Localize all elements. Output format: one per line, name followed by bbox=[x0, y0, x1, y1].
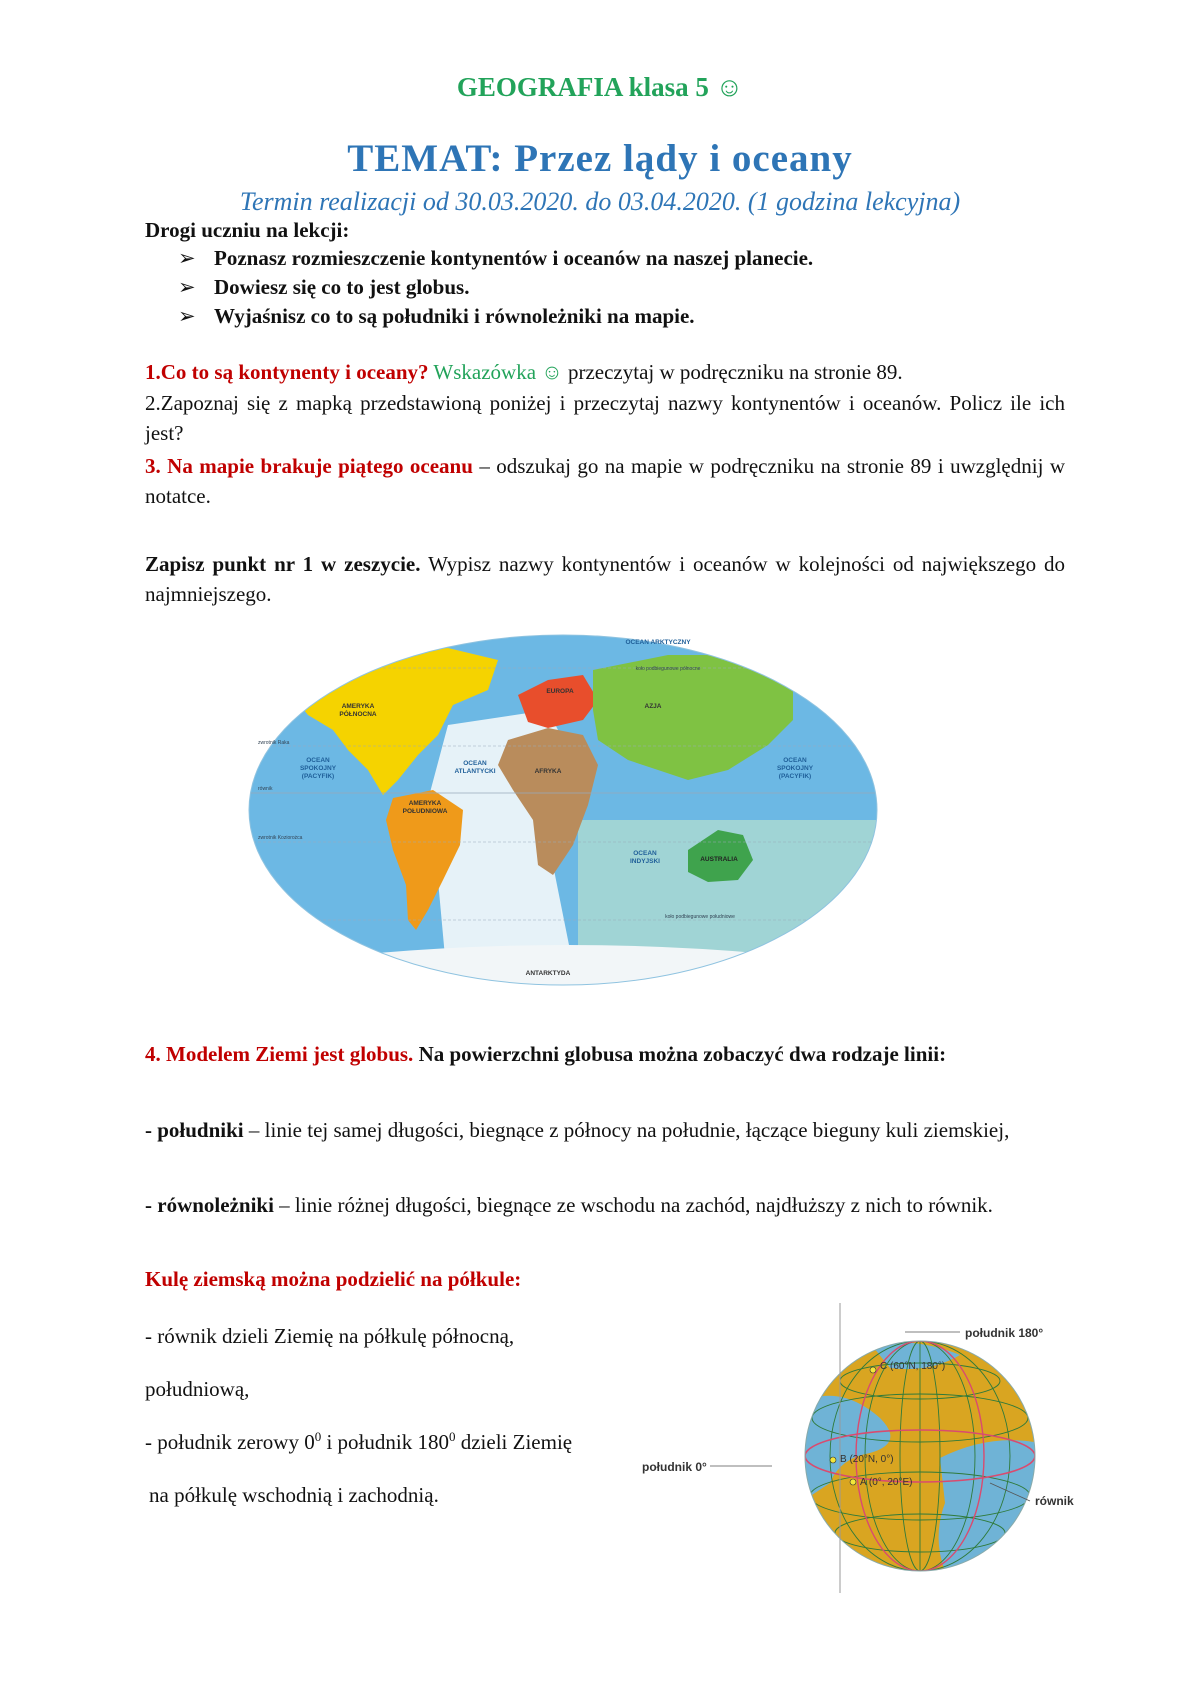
label-pacific-right-3: (PACYFIK) bbox=[778, 773, 812, 780]
label-globe-equator: równik bbox=[1035, 1494, 1074, 1508]
label-north-america-2: PÓŁNOCNA bbox=[339, 711, 377, 718]
list-item: ➢ Poznasz rozmieszczenie kontynentów i oceanów na naszej planecie. bbox=[178, 244, 813, 273]
label-capricorn: zwrotnik Koziorożca bbox=[258, 835, 303, 841]
list-item: ➢ Wyjaśnisz co to są południki i równoleżniki na mapie. bbox=[178, 302, 813, 331]
label-europe: EUROPA bbox=[546, 688, 574, 695]
deadline-line: Termin realizacji od 30.03.2020. do 03.04.2020. (1 godzina lekcyjna) bbox=[239, 187, 961, 216]
task4-lead: 4. Modelem Ziemi jest globus. bbox=[145, 1042, 414, 1066]
smiley-icon: ☺ bbox=[541, 360, 563, 384]
arrow-bullet-icon: ➢ bbox=[178, 275, 196, 299]
label-australia: AUSTRALIA bbox=[700, 856, 738, 863]
label-ocean-arctic: OCEAN ARKTYCZNY bbox=[625, 639, 691, 646]
hemispheres-line4: na półkulę wschodnią i zachodnią. bbox=[149, 1483, 439, 1507]
globe-sea bbox=[939, 1440, 1040, 1583]
task3-text: – odszukaj go na mapie w podręczniku na stronie 89 i uwzględnij w notatce. bbox=[145, 454, 1065, 508]
task1-hint: Wskazówka bbox=[433, 360, 537, 384]
label-pacific-left-1: OCEAN bbox=[306, 757, 330, 764]
hemispheres-line1: - równik dzieli Ziemię na półkulę północną, bbox=[145, 1324, 515, 1348]
label-meridian-180: południk 180° bbox=[965, 1326, 1044, 1340]
hemispheres-line2: południową, bbox=[145, 1377, 250, 1401]
antarctica-shape bbox=[248, 945, 878, 990]
label-arctic-circle: koło podbiegunowe północne bbox=[635, 666, 701, 672]
note-bold: Zapisz punkt nr 1 w zeszycie. bbox=[145, 552, 421, 576]
globe-diagram bbox=[642, 1283, 1140, 1603]
task4-text: Na powierzchni globusa można zobaczyć dwa rodzaje linii: bbox=[418, 1042, 947, 1066]
meridians-term: - południki bbox=[145, 1118, 244, 1142]
label-point-b: B (20°N, 0°) bbox=[840, 1454, 894, 1465]
label-cancer: zwrotnik Raka bbox=[258, 740, 290, 746]
label-equator: równik bbox=[258, 786, 273, 792]
arrow-bullet-icon: ➢ bbox=[178, 246, 196, 270]
label-point-c: C (60°N, 180°) bbox=[880, 1361, 946, 1372]
label-pacific-right-2: SPOKOJNY bbox=[776, 765, 814, 772]
label-south-america-2: POŁUDNIOWA bbox=[402, 808, 448, 815]
label-south-america-1: AMERYKA bbox=[408, 800, 442, 807]
label-pacific-right-1: OCEAN bbox=[783, 757, 807, 764]
task2-paragraph: 2.Zapoznaj się z mapką przedstawioną poniżej i przeczytaj nazwy kontynentów i oceanów. Policz ile ich jest? bbox=[145, 391, 1065, 445]
task1-paragraph bbox=[145, 357, 1065, 387]
note-paragraph bbox=[145, 549, 1065, 609]
label-africa: AFRYKA bbox=[534, 768, 562, 775]
label-atlantic-2: ATLANTYCKI bbox=[454, 768, 496, 775]
meridians-text: – linie tej samej długości, biegnące z północy na południe, łączące bieguny kuli ziemskiej, bbox=[248, 1118, 1010, 1142]
meridians-paragraph bbox=[145, 1115, 1065, 1145]
label-pacific-left-3: (PACYFIK) bbox=[301, 773, 335, 780]
intro-text: Drogi uczniu na lekcji: bbox=[145, 218, 350, 242]
hemispheres-line3: - południk zerowy $0^0$ i południk $180^0$ dzieli Ziemię bbox=[145, 1429, 573, 1454]
label-north-america-1: AMERYKA bbox=[341, 703, 375, 710]
goals-list bbox=[178, 244, 813, 331]
label-antarctica: ANTARKTYDA bbox=[525, 970, 571, 977]
note-text: Wypisz nazwy kontynentów i oceanów w kolejności od największego do najmniejszego. bbox=[145, 552, 1066, 606]
label-meridian-0: południk 0° bbox=[642, 1460, 707, 1474]
label-indian-1: OCEAN bbox=[633, 850, 657, 857]
task3-lead: 3. Na mapie brakuje piątego oceanu bbox=[145, 454, 473, 478]
list-item: ➢ Dowiesz się co to jest globus. bbox=[178, 273, 813, 302]
topic-title: TEMAT: Przez lądy i oceany bbox=[347, 137, 853, 180]
label-antarctic-circle: koło podbiegunowe południowe bbox=[665, 914, 735, 920]
hemispheres-heading: Kulę ziemską można podzielić na półkule: bbox=[145, 1267, 522, 1291]
world-map bbox=[248, 630, 878, 990]
task4-paragraph bbox=[145, 1039, 1065, 1069]
parallels-paragraph bbox=[145, 1190, 1065, 1220]
label-asia: AZJA bbox=[644, 703, 662, 710]
label-point-a: A (0°, 20°E) bbox=[860, 1477, 913, 1488]
task1-text: przeczytaj w podręczniku na stronie 89. bbox=[567, 360, 903, 384]
parallels-term: - równoleżniki bbox=[145, 1193, 274, 1217]
subject-title: GEOGRAFIA klasa 5 ☺ bbox=[456, 72, 744, 102]
label-atlantic-1: OCEAN bbox=[463, 760, 487, 767]
label-indian-2: INDYJSKI bbox=[630, 858, 660, 865]
arrow-bullet-icon: ➢ bbox=[178, 304, 196, 328]
label-pacific-left-2: SPOKOJNY bbox=[299, 765, 337, 772]
parallels-text: – linie różnej długości, biegnące ze wschodu na zachód, najdłuższy z nich to równik. bbox=[279, 1193, 993, 1217]
task3-paragraph bbox=[145, 451, 1065, 511]
task1-question: 1.Co to są kontynenty i oceany? bbox=[145, 360, 429, 384]
